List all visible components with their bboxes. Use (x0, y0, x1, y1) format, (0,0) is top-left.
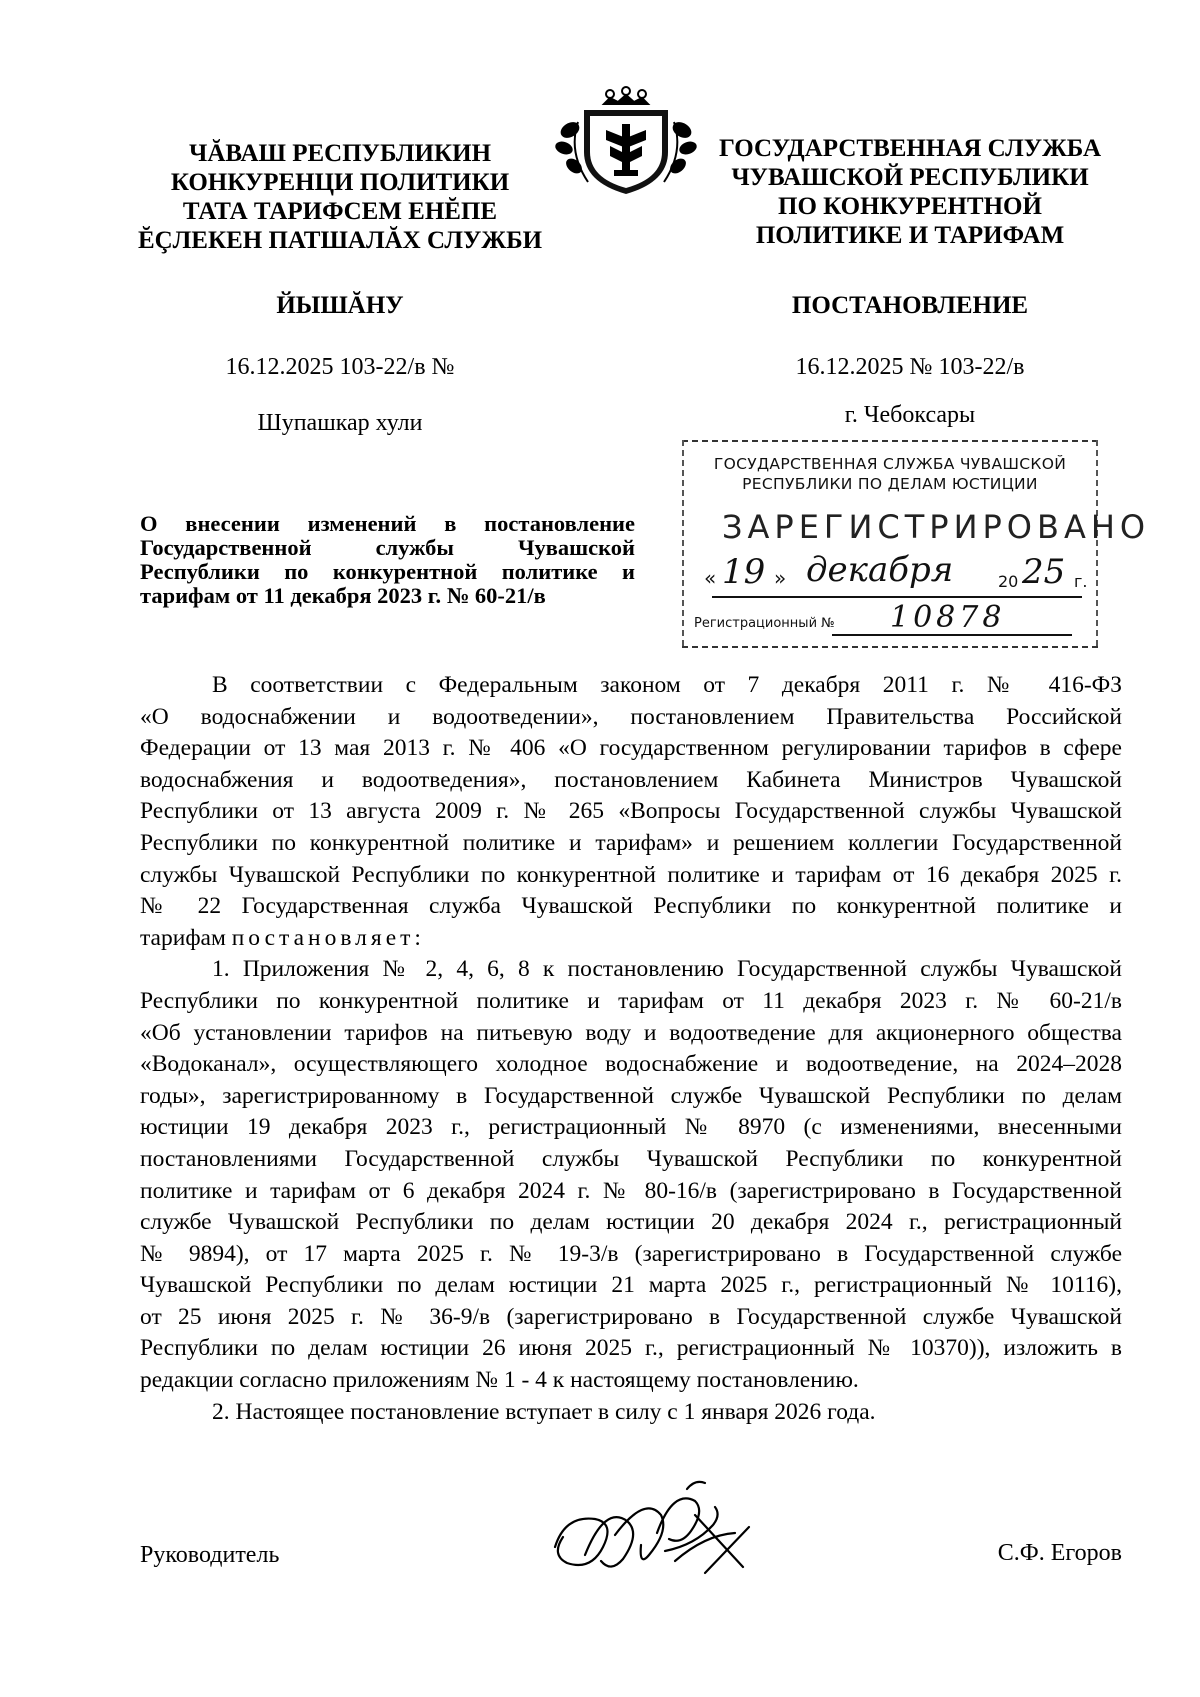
item1-line: 1. Приложения № 2, 4, 6, 8 к постановлению Государственной службы Чувашской (212, 956, 1122, 983)
subject-line: О внесении изменений в постановление (140, 511, 635, 536)
header-left-line: ЧĂВАШ РЕСПУБЛИКИН (188, 140, 492, 167)
left-city: Шупашкар хули (257, 410, 423, 436)
body-line: Республики от 13 августа 2009 г. № 265 «Вопросы Государственной службы Чувашской (140, 798, 1122, 825)
stamp-month: декабря (806, 550, 954, 590)
header-left-line: КОНКУРЕНЦИ ПОЛИТИКИ (170, 169, 510, 196)
stamp-border (682, 646, 1098, 648)
header-left-line: ĔÇЛЕКЕН ПАТШАЛĂХ СЛУЖБИ (137, 227, 543, 254)
right-date-number: 16.12.2025 № 103-22/в (795, 354, 1025, 380)
handwritten-signature (545, 1475, 760, 1585)
header-right-line: ПО КОНКУРЕНТНОЙ (778, 193, 1042, 220)
item1-line: службе Чувашской Республики по делам юстиции 20 декабря 2024 г., регистрационный (140, 1209, 1122, 1236)
stamp-border (682, 440, 684, 646)
header-left-line: ТАТА ТАРИФСЕМ ЕНĔПЕ (182, 198, 498, 225)
item1-line: Чувашской Республики по делам юстиции 21 марта 2025 г., регистрационный № 10116), (140, 1272, 1122, 1299)
stamp-year-suffix: 25 (1022, 552, 1066, 592)
document-body (140, 670, 1122, 1428)
stamp-org (692, 454, 1088, 494)
stamp-quote-close: » (774, 566, 787, 590)
registration-stamp (682, 440, 1151, 648)
item1-line: Республики по конкурентной политике и тарифам от 11 декабря 2023 г. № 60-21/в (140, 987, 1122, 1014)
header-right-line: ЧУВАШСКОЙ РЕСПУБЛИКИ (731, 164, 1089, 191)
stamp-reg-underline (832, 634, 1072, 636)
body-resolves-spaced: постановляет: (231, 924, 425, 951)
signatory-name: С.Ф. Егоров (997, 1540, 1122, 1566)
body-line (140, 923, 1122, 955)
signatory-position: Руководитель (140, 1542, 280, 1568)
stamp-reg-number: 10878 (890, 600, 1006, 635)
item1-line: постановлениями Государственной службы Чувашской Республики по конкурентной (140, 1145, 1122, 1172)
body-line: водоснабжения и водоотведения», постановлением Кабинета Министров Чувашской (140, 766, 1122, 793)
stamp-day: 19 (722, 552, 766, 592)
document-subject (140, 512, 635, 608)
stamp-org-line: РЕСПУБЛИКИ ПО ДЕЛАМ ЮСТИЦИИ (742, 475, 1038, 493)
header-right-line: ГОСУДАРСТВЕННАЯ СЛУЖБА (718, 135, 1102, 162)
item1-line: «Водоканал», осуществляющего холодное водоснабжение и водоотведение, на 2024–2028 (140, 1051, 1122, 1078)
item1-line: «Об установлении тарифов на питьевую воду и водоотведение для акционерного общества (140, 1019, 1122, 1046)
body-word: тарифам (140, 924, 226, 951)
stamp-org-line: ГОСУДАРСТВЕННАЯ СЛУЖБА ЧУВАШСКОЙ (713, 455, 1067, 473)
item1-line: редакции согласно приложениям № 1 - 4 к настоящему постановлению. (140, 1367, 859, 1394)
coat-of-arms-emblem (548, 82, 704, 200)
body-line: В соответствии с Федеральным законом от 7 декабря 2011 г. № 416-ФЗ (212, 672, 1122, 698)
item1-line: № 9894), от 17 марта 2025 г. № 19-3/в (зарегистрировано в Государственной службе (140, 1240, 1122, 1267)
item1-line: Республики по делам юстиции 26 июня 2025 г., регистрационный № 10370)), изложить в (140, 1335, 1122, 1362)
stamp-year-unit: г. (1074, 572, 1088, 591)
item1-line: годы», зарегистрированному в Государственной службе Чувашской Республики по делам (140, 1082, 1122, 1109)
subject-line: Республики по конкурентной политике и (140, 559, 635, 584)
header-right-line: ПОЛИТИКЕ И ТАРИФАМ (755, 222, 1065, 249)
stamp-registered: ЗАРЕГИСТРИРОВАНО (722, 508, 1151, 546)
header-right-org-name (690, 134, 1130, 250)
body-line: «О водоснабжении и водоотведении», постановлением Правительства Российской (140, 703, 1122, 730)
left-date-number: 16.12.2025 103-22/в № (225, 354, 455, 380)
stamp-date-underline (712, 596, 1082, 598)
body-line: Республики по конкурентной политике и тарифам» и решением коллегии Государственной (140, 829, 1122, 856)
item1-line: юстиции 19 декабря 2023 г., регистрационный № 8970 (с изменениями, внесенными (140, 1114, 1122, 1141)
item1-line: политике и тарифам от 6 декабря 2024 г. № 80-16/в (зарегистрировано в Государственной (140, 1177, 1122, 1204)
left-doc-type: ЙЫШĂНУ (276, 292, 404, 319)
subject-line: Государственной службы Чувашской (140, 535, 635, 560)
header-left-org-name (120, 139, 560, 255)
item1-line: от 25 июня 2025 г. № 36-9/в (зарегистрировано в Государственной службе Чувашской (140, 1303, 1122, 1330)
stamp-reg-label: Регистрационный № (694, 616, 835, 631)
stamp-border (682, 440, 1098, 442)
body-line: № 22 Государственная служба Чувашской Республики по конкурентной политике и (140, 893, 1122, 920)
body-line: Федерации от 13 мая 2013 г. № 406 «О государственном регулировании тарифов в сфере (140, 735, 1122, 762)
body-line: службы Чувашской Республики по конкурентной политике и тарифам от 16 декабря 2025 г. (140, 861, 1122, 888)
item2-line: 2. Настоящее постановление вступает в силу с 1 января 2026 года. (212, 1398, 876, 1425)
stamp-year-prefix: 20 (998, 572, 1019, 591)
right-city: г. Чебоксары (844, 402, 976, 428)
stamp-quote-open: « (704, 566, 717, 590)
right-doc-type: ПОСТАНОВЛЕНИЕ (791, 292, 1029, 319)
subject-line: тарифам от 11 декабря 2023 г. № 60-21/в (140, 583, 546, 608)
